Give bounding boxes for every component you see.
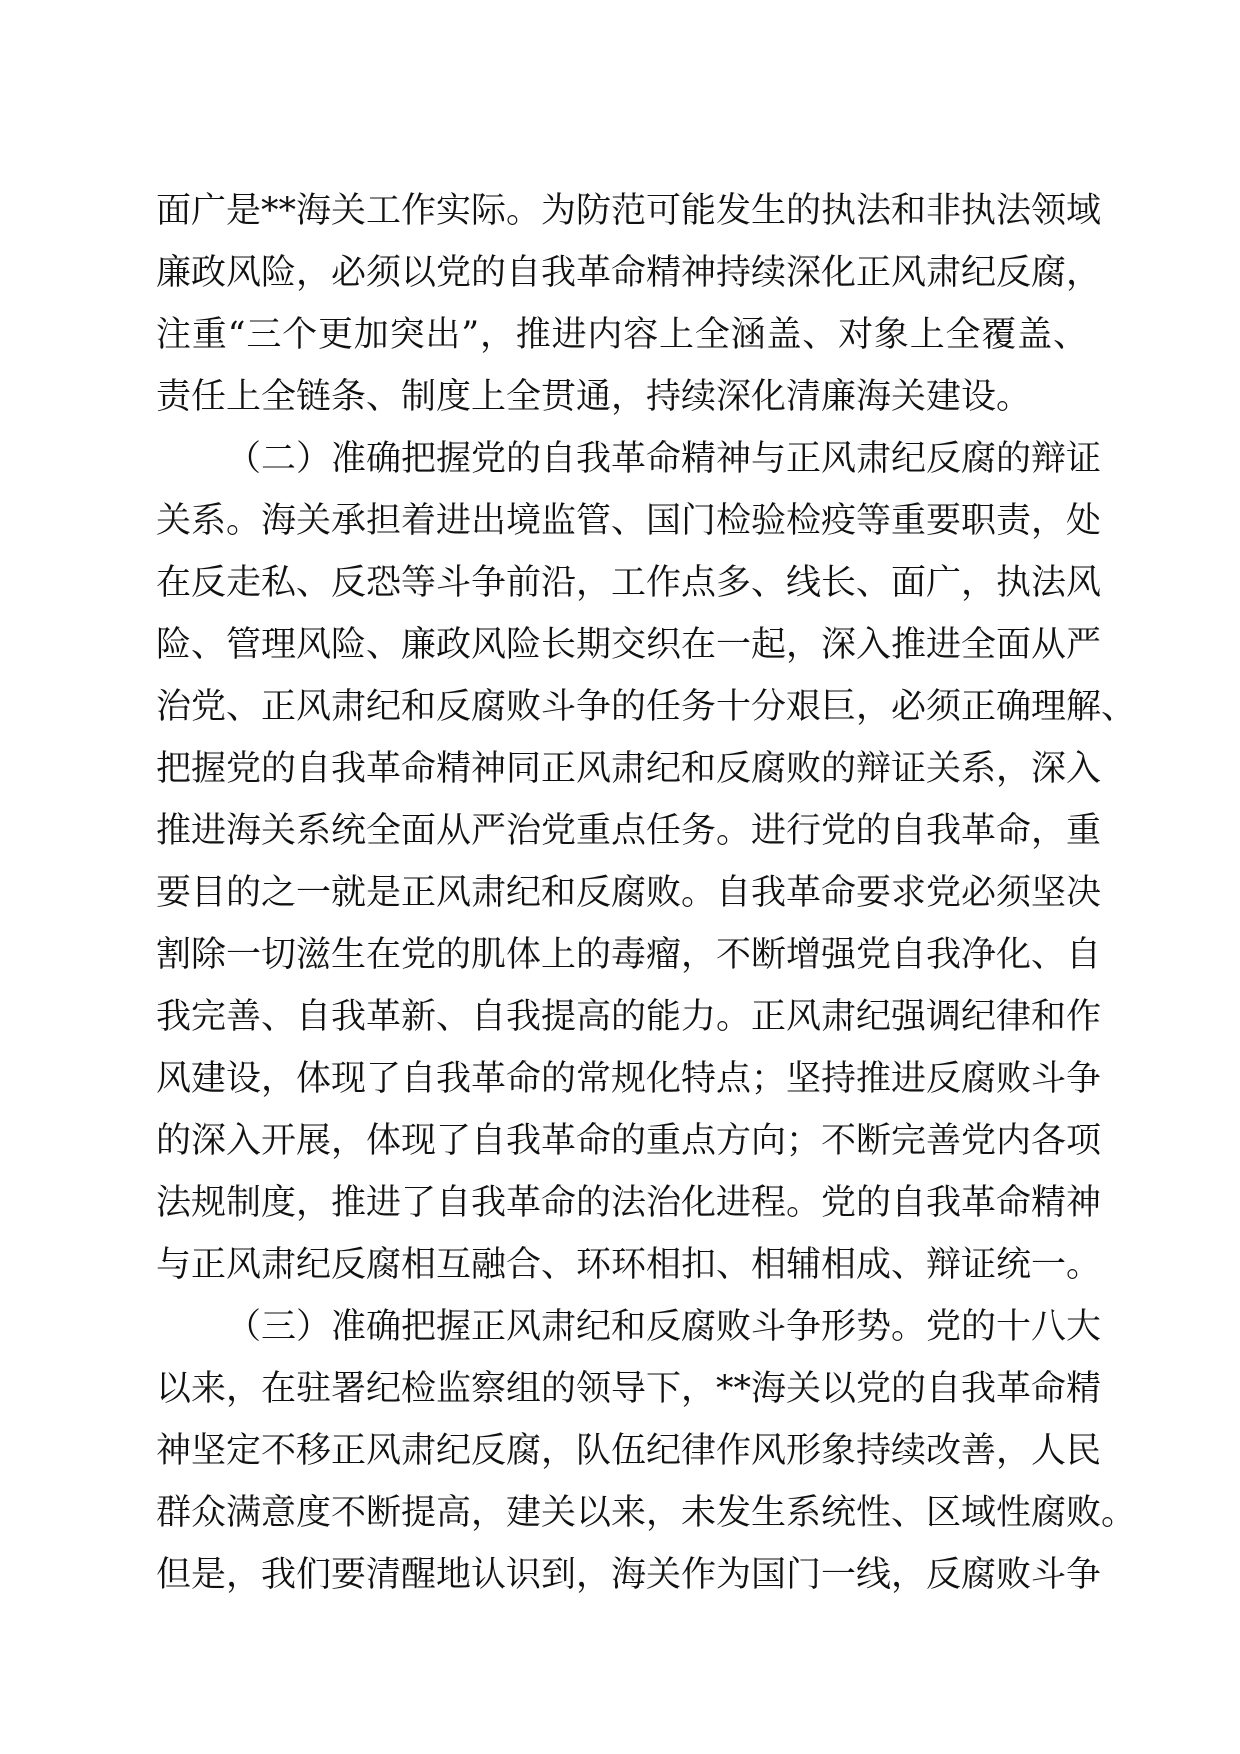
paragraph-line: 我完善、自我革新、自我提高的能力。正风肃纪强调纪律和作 — [156, 997, 1102, 1037]
paragraph-3-section-heading — [156, 1296, 1137, 1606]
paragraph-line: 廉政风险，必须以党的自我革命精神持续深化正风肃纪反腐， — [156, 253, 1102, 293]
paragraph-line: 神坚定不移正风肃纪反腐，队伍纪律作风形象持续改善，人民 — [156, 1431, 1102, 1471]
paragraph-line: 要目的之一就是正风肃纪和反腐败。自我革命要求党必须坚决 — [156, 873, 1102, 913]
paragraph-line: （二）准确把握党的自我革命精神与正风肃纪反腐的辩证 — [226, 439, 1102, 479]
paragraph-1 — [156, 180, 1102, 428]
paragraph-line: 把握党的自我革命精神同正风肃纪和反腐败的辩证关系，深入 — [156, 749, 1102, 789]
paragraph-line: 但是，我们要清醒地认识到，海关作为国门一线，反腐败斗争 — [156, 1555, 1102, 1595]
paragraph-line: （三）准确把握正风肃纪和反腐败斗争形势。党的十八大 — [226, 1307, 1102, 1347]
paragraph-line: 群众满意度不断提高，建关以来，未发生系统性、区域性腐败。 — [156, 1493, 1137, 1533]
paragraph-line: 推进海关系统全面从严治党重点任务。进行党的自我革命，重 — [156, 811, 1102, 851]
paragraph-2-section-heading — [156, 428, 1137, 1296]
paragraph-line: 责任上全链条、制度上全贯通，持续深化清廉海关建设。 — [156, 377, 1032, 417]
paragraph-line: 关系。海关承担着进出境监管、国门检验检疫等重要职责，处 — [156, 501, 1102, 541]
paragraph-line: 风建设，体现了自我革命的常规化特点；坚持推进反腐败斗争 — [156, 1059, 1102, 1099]
paragraph-line: 法规制度，推进了自我革命的法治化进程。党的自我革命精神 — [156, 1183, 1102, 1223]
paragraph-line: 险、管理风险、廉政风险长期交织在一起，深入推进全面从严 — [156, 625, 1102, 665]
paragraph-line: 面广是**海关工作实际。为防范可能发生的执法和非执法领域 — [156, 191, 1102, 231]
paragraph-line: 割除一切滋生在党的肌体上的毒瘤，不断增强党自我净化、自 — [156, 935, 1102, 975]
paragraph-line: 以来，在驻署纪检监察组的领导下，**海关以党的自我革命精 — [156, 1369, 1102, 1409]
paragraph-line: 在反走私、反恐等斗争前沿，工作点多、线长、面广，执法风 — [156, 563, 1102, 603]
paragraph-line: 的深入开展，体现了自我革命的重点方向；不断完善党内各项 — [156, 1121, 1102, 1161]
paragraph-line: 治党、正风肃纪和反腐败斗争的任务十分艰巨，必须正确理解、 — [156, 687, 1137, 727]
document-body — [156, 180, 1137, 1606]
paragraph-line: 注重“三个更加突出”，推进内容上全涵盖、对象上全覆盖、 — [156, 315, 1088, 355]
paragraph-line: 与正风肃纪反腐相互融合、环环相扣、相辅相成、辩证统一。 — [156, 1245, 1102, 1285]
